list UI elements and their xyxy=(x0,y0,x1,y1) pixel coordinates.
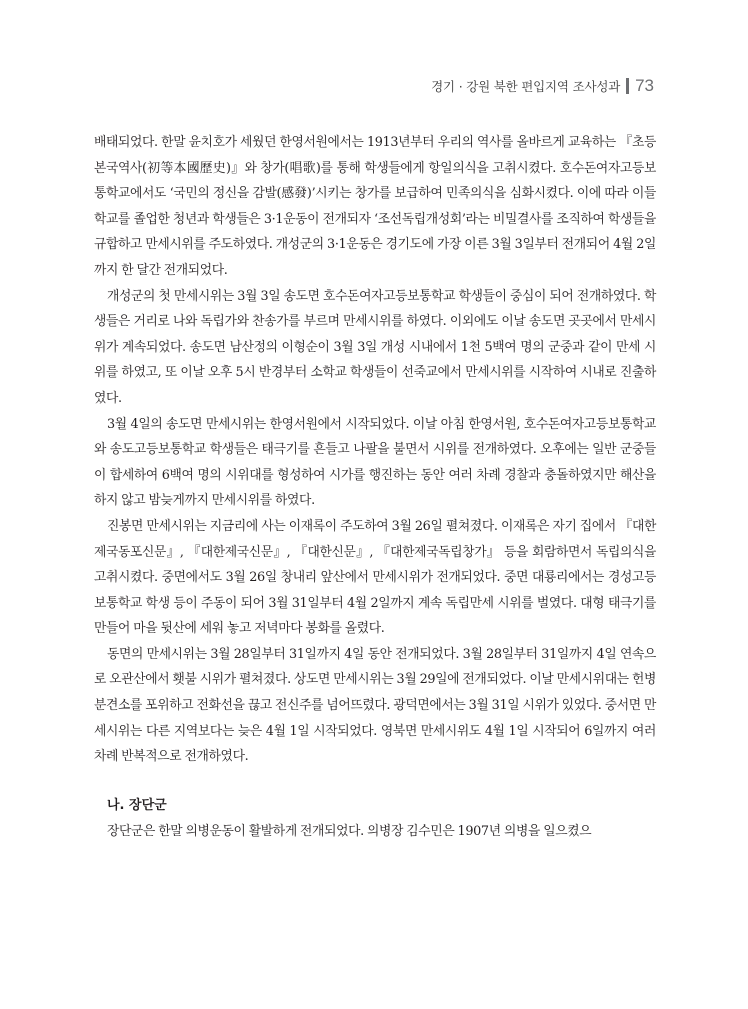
running-header-title: 경기 · 강원 북한 편입지역 조사성과 xyxy=(431,79,621,94)
page-number: 73 xyxy=(635,76,654,95)
section-paragraph: 장단군은 한말 의병운동이 활발하게 전개되었다. 의병장 김수민은 1907년 의병을 일으켰으 xyxy=(107,823,592,839)
running-header xyxy=(431,74,654,98)
paragraph-4: 진봉면 만세시위는 지금리에 사는 이재록이 주도하여 3월 26일 펼쳐졌다. 이재록은 자기 집에서 『대한제국동포신문』, 『대한제국신문』, 『대한신문』, 『대한제국독립창가』 등을 회람하면서 독립의식을 고취시켰다. 중면에서도 3월 26일 창내리 앞산에서 만세시위가 전개되었다. 중면 대룡리에서는 경성고등보통학교 학생 등이 주동이 되어 3월 31일부터 4월 2일까지 계속 독립만세 시위를 벌였다. 대형 태극기를 만들어 마을 뒷산에 세워 놓고 저녁마다 봉화를 올렸다. xyxy=(94,518,656,637)
paragraph-1: 배태되었다. 한말 윤치호가 세웠던 한영서원에서는 1913년부터 우리의 역사를 올바르게 교육하는 『초등본국역사(初等本國歷史)』와 창가(唱歌)를 통해 학생들에게 항일의식을 고취시켰다. 호수돈여자고등보통학교에서도 ‘국민의 정신을 감발(感發)’시키는 창가를 보급하여 민족의식을 심화시켰다. 이에 따라 이들 학교를 졸업한 청년과 학생들은 3·1운동이 전개되자 ‘조선독립개성회’라는 비밀결사를 조직하여 학생들을 규합하고 만세시위를 주도하였다. 개성군의 3·1운동은 경기도에 가장 이른 3월 3일부터 전개되어 4월 2일까지 한 달간 전개되었다. xyxy=(94,135,656,278)
body-text xyxy=(94,130,656,844)
paragraph-3: 3월 4일의 송도면 만세시위는 한영서원에서 시작되었다. 이날 아침 한영서원, 호수돈여자고등보통학교와 송도고등보통학교 학생들은 태극기를 흔들고 나팔을 불면서 시위를 전개하였다. 오후에는 일반 군중들이 합세하여 6백여 명의 시위대를 형성하여 시가를 행진하는 동안 여러 차례 경찰과 충돌하였지만 해산을 하지 않고 밤늦게까지 만세시위를 하였다. xyxy=(94,416,656,509)
section-heading: 나. 장단군 xyxy=(107,797,167,813)
paragraph-5: 동면의 만세시위는 3월 28일부터 31일까지 4일 동안 전개되었다. 3월 28일부터 31일까지 4일 연속으로 오관산에서 횃불 시위가 펼쳐졌다. 상도면 만세시위는 3월 29일에 전개되었다. 이날 만세시위대는 헌병분견소를 포위하고 전화선을 끊고 전신주를 넘어뜨렸다. 광덕면에서는 3월 31일 시위가 있었다. 중서면 만세시위는 다른 지역보다는 늦은 4월 1일 시작되었다. 영북면 만세시위도 4월 1일 시작되어 6일까지 여러 차례 반복적으로 전개하였다. xyxy=(94,646,656,765)
header-divider-bar xyxy=(626,78,629,94)
paragraph-2: 개성군의 첫 만세시위는 3월 3일 송도면 호수돈여자고등보통학교 학생들이 중심이 되어 전개하였다. 학생들은 거리로 나와 독립가와 찬송가를 부르며 만세시위를 하였다. 이외에도 이날 송도면 곳곳에서 만세시위가 계속되었다. 송도면 남산정의 이형순이 3월 3일 개성 시내에서 1천 5백여 명의 군중과 같이 만세 시위를 하였고, 또 이날 오후 5시 반경부터 소학교 학생들이 선죽교에서 만세시위를 시작하여 시내로 진출하였다. xyxy=(94,288,656,406)
